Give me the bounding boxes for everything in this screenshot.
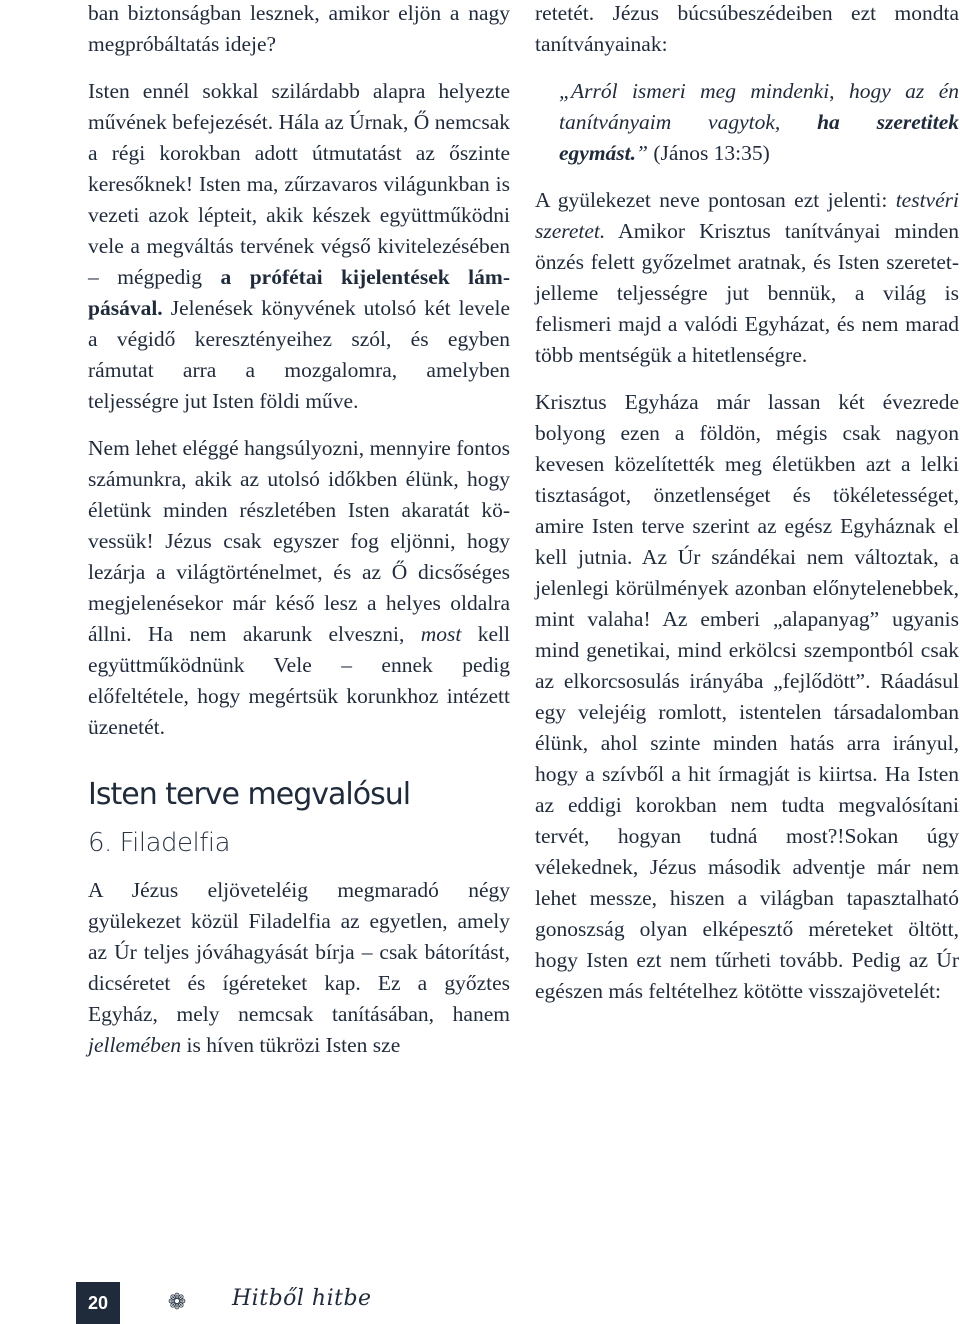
- subsection-title: 6. Filadelfia: [88, 828, 231, 858]
- paragraph-text: Amikor Krisztus tanítványai minden önzés felett győzelmet aratnak, és Isten szeretet-jelleme teljességre jut bennük, a világ is felismeri majd a valódi Egyházat, és nem marad több mentségük a hitetlenségre.: [535, 219, 959, 367]
- page-footer: [0, 1282, 420, 1324]
- paragraph-text: A gyülekezet neve pontosan ezt jelenti:: [535, 188, 896, 212]
- paragraph-text: Nem lehet eléggé hangsúlyozni, mennyire fontos számunkra, akik az utolsó időkben élünk, hogy életünk minden részletében Isten akaratát kövessük! Jézus csak egyszer fog eljönni, hogy lezárja a világtörténelmet, és az Ő dicsőséges megjelenésekor már késő lesz a helyes oldalra állni. Ha nem akarunk elveszni,: [88, 436, 510, 646]
- paragraph: [535, 185, 959, 371]
- paragraph-text: kell együttműködnünk Vele – ennek pedig előfeltétele, hogy megértsük korunkhoz intézett üzenetét.: [88, 622, 510, 739]
- paragraph: [535, 0, 959, 60]
- journal-name: Hitből hitbe: [232, 1286, 372, 1311]
- right-column: [535, 0, 959, 1023]
- emphasis-italic: testvéri szeretet.: [535, 188, 959, 243]
- paragraph-text: Jelenések könyvének utolsó két levele a végidő keresztényeihez szól, és egyben rámutat arra a mozgalomra, amelyben teljességre jut Isten földi műve.: [88, 296, 510, 413]
- journal-logo: [232, 1286, 372, 1311]
- emphasis-bold: ha szeretitek egymást.: [559, 110, 960, 165]
- emphasis-bold: a prófétai kijelentések lámpásával.: [88, 265, 510, 320]
- paragraph: [535, 387, 959, 1007]
- paragraph: [88, 875, 510, 1061]
- bible-quote: [559, 76, 959, 169]
- page-number: 20: [76, 1282, 120, 1324]
- paragraph-text: ban biztonságban lesznek, amikor eljön a nagy megpróbáltatás ideje?: [88, 1, 510, 56]
- paragraph-text: A Jézus eljöveteléig megmaradó négy gyülekezet közül Filadelfia az egyetlen, amely az Úr teljes jóváhagyását bírja – csak bátorítást, dicséretet és ígéreteket kap. Ez a győztes Egyház, mely nemcsak tanításában, hanem: [88, 878, 510, 1026]
- quote-text: ”: [636, 141, 648, 165]
- paragraph-text: retetét. Jézus búcsúbeszédeiben ezt mondta tanítványainak:: [535, 1, 959, 56]
- quote-reference: (János 13:35): [648, 141, 770, 165]
- emphasis-italic: jellemében: [88, 1033, 182, 1057]
- section-title: Isten terve megvalósul: [88, 777, 411, 812]
- paragraph: [88, 76, 510, 417]
- emphasis-italic: most: [420, 622, 462, 646]
- paragraph-text: Krisztus Egyháza már lassan két évezrede bolyong ezen a földön, mégis csak nagyon kevesen közelítették meg életükben azt a lelki tisztaságot, önzetlenséget és tökéletességet, amire Isten terve szerint az egész Egyháznak el kell jutnia. Az Úr szándékai nem változtak, a jelenlegi körülmények azonban előnytelenebbek, mint valaha! Az emberi „alapanyag” ugyanis mind genetikai, mind erkölcsi szempontból csak az elkorcsosulás irányába „fejlődött”. Ráadásul egy velejéig romlott, istentelen társadalomban élünk, ahol szinte minden hatás arra irányul, hogy a szívből a hit írmagját is kiirtsa. Ha Isten az eddigi korokban nem tudta megvalósítani tervét, hogyan tudná most?!Sokan úgy vélekednek, Jézus második adventje már nem lehet messze, hiszen a világban tapasztalható gonoszság olyan elképesztő méreteket öltött, hogy Isten ezt nem tűrheti tovább. Pedig az Úr egészen más feltételhez kötötte visszajövetelét:: [535, 390, 959, 1003]
- left-column: [88, 0, 510, 1077]
- paragraph: [88, 433, 510, 743]
- paragraph-text: is híven tükrözi Isten sze: [181, 1033, 401, 1057]
- floral-ornament-icon: ❁: [167, 1290, 187, 1315]
- paragraph: [88, 0, 510, 60]
- quote-text: „Arról ismeri meg mindenki, hogy az én tanítványaim vagytok,: [559, 79, 959, 134]
- paragraph-text: Isten ennél sokkal szilárdabb alapra helyezte művének befejezését. Hála az Úrnak, Ő nemcsak a régi korokban adott útmutatást az őszinte keresőknek! Isten ma, zűrzavaros világunkban is vezeti azok lépteit, akik készek együttműködni vele a megváltás tervének végső kivitelezésében – mégpedig: [88, 79, 510, 289]
